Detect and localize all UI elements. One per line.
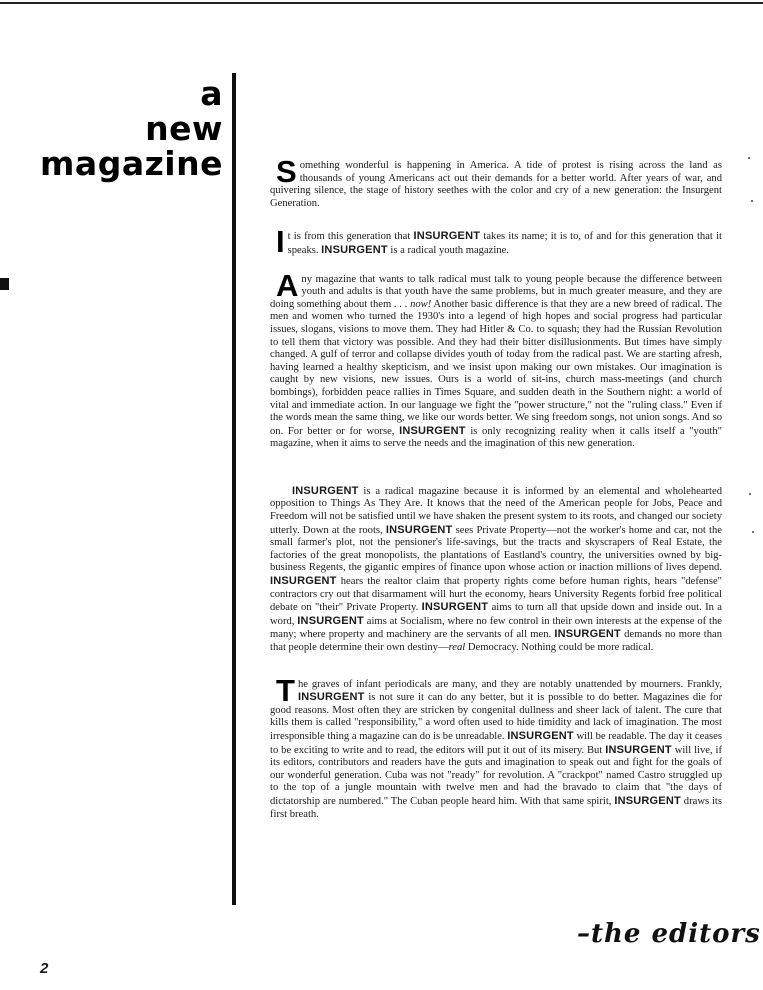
paragraph-text: draws its first breath. [270, 795, 722, 820]
paragraph-text: aims at Socialism, where no few control in their own interests at the expense of the many; where property and machinery are the servants of all men. [270, 615, 722, 641]
paragraph-2 [270, 224, 722, 260]
brand-name: INSURGENT [385, 523, 453, 536]
editors-signature: –the editors [577, 919, 761, 949]
paragraph-5 [270, 672, 722, 822]
vertical-rule [232, 73, 236, 905]
brand-name: INSURGENT [297, 614, 364, 627]
brand-name: INSURGENT [413, 230, 481, 243]
masthead-line-magazine: magazine [40, 144, 223, 183]
paragraph-text: t is from this generation that [287, 231, 414, 243]
page-number: 2 [40, 960, 49, 977]
paragraph-3 [270, 267, 723, 451]
print-speck [748, 157, 750, 159]
emphasis-real: real [448, 642, 466, 653]
brand-name: INSURGENT [297, 691, 365, 704]
paragraph-text: demands no more than that people determine their own destiny— [270, 629, 722, 653]
brand-name: INSURGENT [421, 601, 489, 614]
paragraph-text: he graves of infant periodicals are many, and they are notably unattended by mourners. Frankly, [297, 678, 722, 690]
masthead-title [40, 76, 223, 181]
emphasis-now: now! [410, 298, 432, 310]
brand-name: INSURGENT [554, 628, 621, 641]
masthead-line-new: new [145, 109, 223, 148]
drop-cap: S [276, 154, 297, 189]
paragraph-text: is not sure it can do any better, but it is possible to do better. Magazines die for good reasons. Most often they are stricken by congenital dullness and sheer lack of talent. The cure that kills them is called "responsibility," a word often used to hide timidity and lack of imagination. The most irresponsible thing a magazine can do is be unreadable. [270, 692, 722, 742]
brand-name: INSURGENT [321, 243, 388, 256]
brand-name: INSURGENT [270, 575, 337, 588]
brand-name: INSURGENT [614, 794, 681, 807]
paragraph-text: will live, if its editors, contributors and readers have the guts and imagination to speak out and fight for the goals of our wonderful generation. Cuba was not "ready" for revolution. A "crackpot" named Castro struggled up to the top of a jungle mountain with twelve men and had the bravado to claim that "the days of dictatorship are numbered." The Cuban people heard him. With that same spirit, [270, 744, 722, 807]
brand-name: INSURGENT [507, 729, 574, 742]
brand-name: INSURGENT [605, 743, 672, 756]
paragraph-text: is a radical youth magazine. [387, 244, 509, 256]
print-speck [752, 531, 754, 533]
paragraph-text: is a radical magazine because it is informed by an elemental and wholehearted opposition to Things As They Are. It knows that the need of the American people for Jobs, Peace and Freedom will not be satisfied until we have shaken the present system to its roots, and changed our society utterly. Down at the roots, [270, 485, 722, 536]
paragraph-text: will be readable. The day it ceases to be exciting to write and to read, the editors will put it out of its misery. But [270, 730, 722, 756]
paragraph-text: hears the realtor claim that property rights come before human rights, hears "defense" contractors cry out that disarmament will hurt the economy, hears University Regents forbid free political debate on "their" Private Property. [270, 576, 722, 614]
paragraph-text: aims to turn all that upside down and inside out. In a word, [270, 602, 722, 627]
paragraph-text: takes its name; it is to, of and for this generation that it speaks. [287, 231, 722, 256]
masthead-line-a: a [200, 74, 223, 113]
paragraph-text: sees Private Property—not the worker's home and car, not the small farmer's plot, not the pensioner's life-savings, but the tracts and skyscrapers of Real Estate, the factories of the great monopolists, the plantations of Eastland's country, the universities owned by big-business Regents, the gigantic empires of finance upon whose action or inaction millions of lives depend. [270, 524, 722, 574]
paragraph-4 [270, 485, 722, 655]
brand-name: INSURGENT [292, 484, 359, 497]
drop-cap: I [276, 224, 285, 260]
print-speck [749, 493, 751, 495]
drop-cap: T [276, 672, 295, 708]
paragraph-text: Democracy. Nothing could be more radical. [465, 642, 654, 653]
paragraph-text: omething wonderful is happening in America. A tide of protest is rising across the land as thousands of young Americans act out their demands for a better world. After years of war, and quivering silence, the stage of history seethes with the color and cry of a new generation: the Insurgent Generation. [270, 160, 722, 209]
top-border-line [0, 2, 763, 4]
paragraph-text: Another basic difference is that they are a new breed of radical. The men and women who turned the 1930's into a legend of high hopes and social progress had particular issues, slogans, visions to move them. They had Hitler & Co. to squash; they had the Russian Revolution to tell them that victory was possible. And they had their bitter disillusionments. But times have simply changed. A gulf of terror and collapse divides youth of today from the radical past. We are starting afresh, having learned a healthy skepticism, and we insist upon making our own mistakes. Our imagination is caught by new visions, new issues. Ours is a world of sit-ins, church mass-meetings (and church bombings), forbidden peace rallies in Times Square, and sudden death in the Southern night: a world of vital and immediate action. In our language we fight the "power structure," not the "ruling class." Even if the words mean the same thing, we like our words better. We sing freedom songs, not union songs. And so on. For better or for worse, [270, 298, 722, 437]
print-speck [751, 200, 753, 202]
paragraph-text: ny magazine that wants to talk radical must talk to young people because the difference between youth and adults is that youth have the same problems, but in much greater measure, and they are doing something about them . . . [270, 273, 722, 310]
editorial-body [270, 154, 723, 836]
paragraph-1 [270, 154, 722, 210]
paragraph-text: is only recognizing reality when it calls itself a "youth" magazine, when it aims to serve the needs and the imagination of this new generation. [270, 425, 723, 450]
drop-cap: A [276, 267, 299, 303]
margin-mark [0, 278, 9, 290]
brand-name: INSURGENT [399, 424, 466, 437]
